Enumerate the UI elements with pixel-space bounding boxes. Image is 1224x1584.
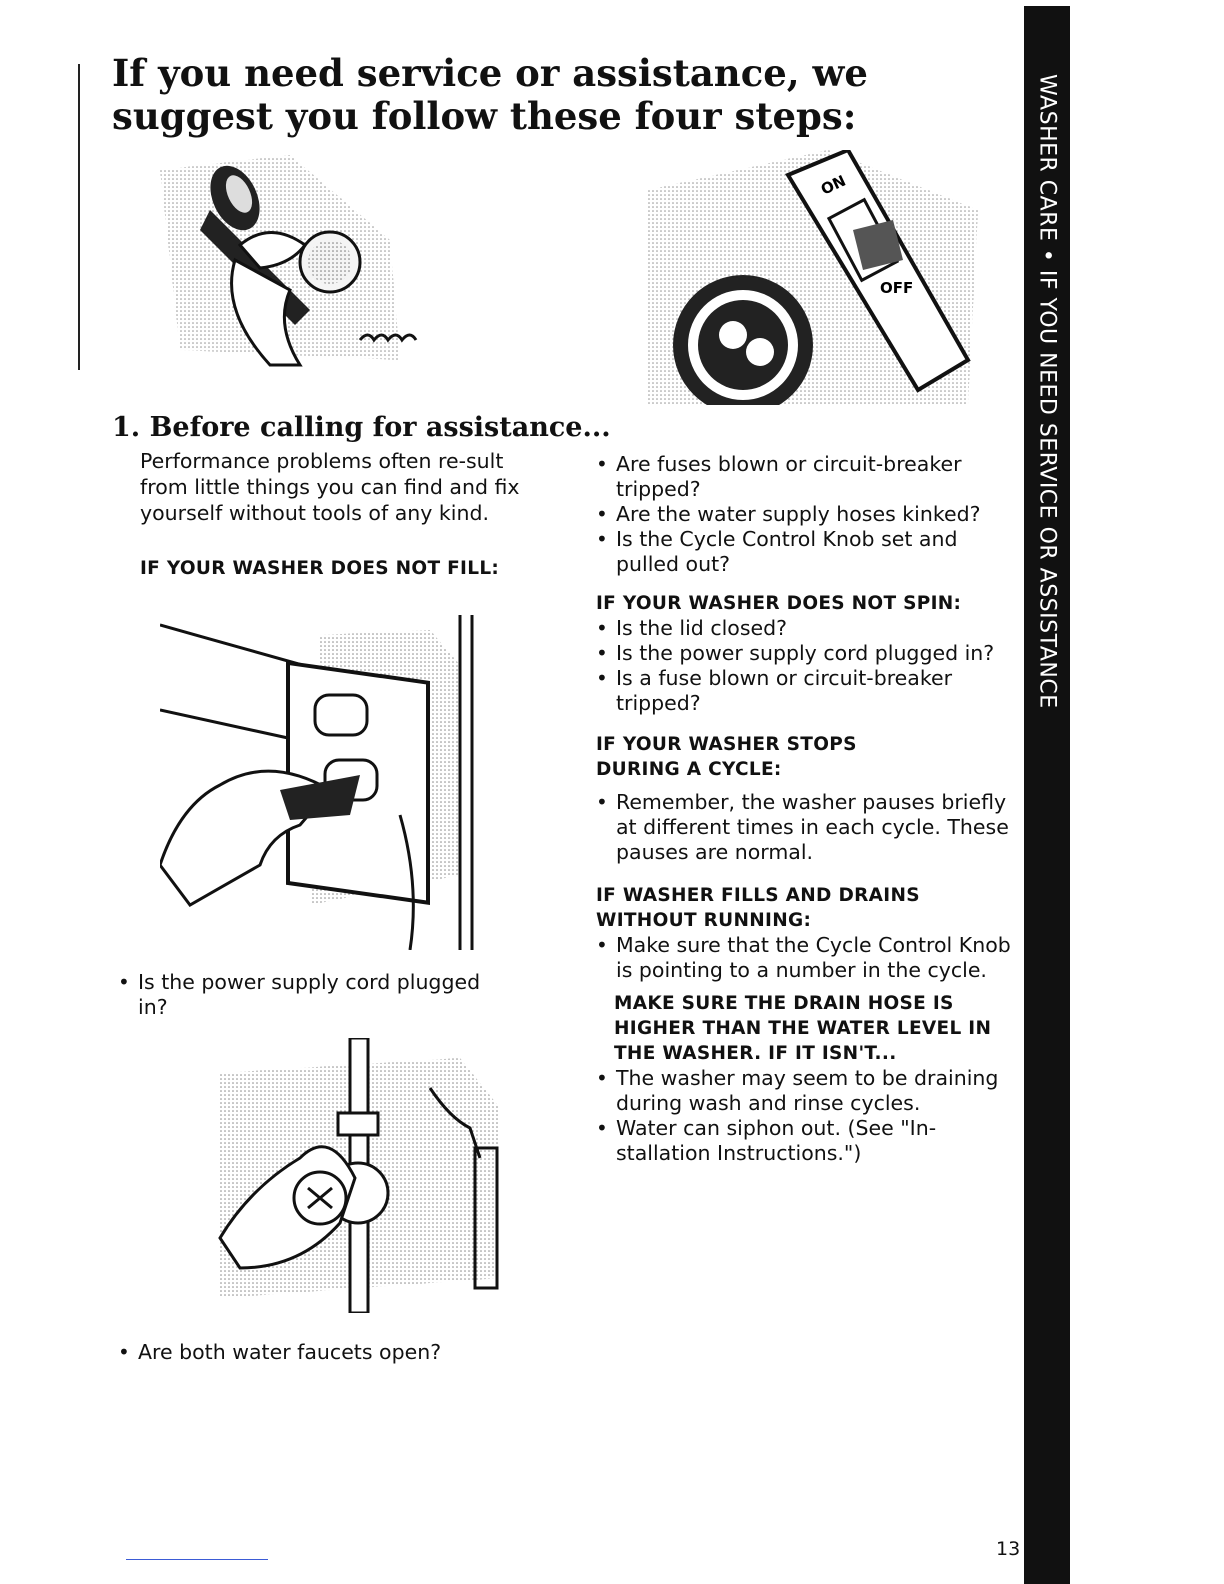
faucet-list [116, 1340, 536, 1365]
list-item-text: Is a fuse blown or circuit-breaker tripped? [616, 666, 953, 715]
bullet-dot: • [596, 502, 608, 526]
list-item-text: Make sure that the Cycle Control Knob is pointing to a number in the cycle. [616, 933, 1011, 982]
list-item [594, 527, 1024, 577]
breaker-off-label: OFF [880, 279, 914, 297]
list-item-text: Are fuses blown or circuit-breaker tripped? [616, 452, 962, 501]
bullet-dot: • [596, 666, 608, 690]
no-fill-list [594, 452, 1024, 577]
list-item [594, 790, 1024, 865]
bullet-dot: • [596, 1116, 608, 1140]
step-1-intro: Performance problems often re-sult from little things you can find and fix yourself without tools of any kind. [140, 449, 520, 525]
no-spin-heading: IF YOUR WASHER DOES NOT SPIN: [596, 593, 962, 614]
circuit-breaker-illustration [648, 150, 978, 405]
list-item-text: Remember, the washer pauses briefly at different times in each cycle. These pauses are normal. [616, 790, 1009, 864]
bullet-dot: • [596, 452, 608, 476]
bullet-dot: • [596, 1066, 608, 1090]
list-item [594, 1066, 1024, 1116]
list-item-text: Water can siphon out. (See "In-stallation Instructions.") [616, 1116, 937, 1165]
list-item-text: Is the Cycle Control Knob set and pulled out? [616, 527, 958, 576]
stops-list [594, 790, 1024, 865]
list-item [594, 502, 1024, 527]
list-item-text: Is the power supply cord plugged in? [138, 970, 481, 1019]
list-item [594, 452, 1024, 502]
list-item-text: Are both water faucets open? [138, 1340, 442, 1364]
bullet-dot: • [596, 933, 608, 957]
drain-hose-heading: MAKE SURE THE DRAIN HOSE IS HIGHER THAN THE WATER LEVEL IN THE WASHER. IF IT ISN'T... [614, 993, 992, 1064]
list-item [116, 970, 496, 1020]
stops-heading: IF YOUR WASHER STOPS DURING A CYCLE: [596, 734, 857, 780]
bullet-dot: • [118, 970, 130, 994]
breaker-on-label: ON [818, 171, 849, 199]
list-item [594, 641, 1024, 666]
page-heading: If you need service or assistance, we suggest you follow these four steps: [112, 51, 868, 138]
fills-drains-list [594, 933, 1024, 983]
list-item-text: Is the power supply cord plugged in? [616, 641, 995, 665]
list-item [594, 666, 1024, 716]
list-item [594, 933, 1024, 983]
faucet-illustration [180, 1038, 510, 1313]
list-item [594, 616, 1024, 641]
no-spin-list [594, 616, 1024, 716]
fills-drains-heading: IF WASHER FILLS AND DRAINS WITHOUT RUNNING: [596, 885, 920, 931]
list-item-text: Are the water supply hoses kinked? [616, 502, 981, 526]
bullet-dot: • [118, 1340, 130, 1364]
no-fill-heading: IF YOUR WASHER DOES NOT FILL: [140, 558, 500, 579]
margin-rule [78, 64, 80, 370]
side-tab [1024, 6, 1070, 1584]
page-number: 13 [996, 1538, 1021, 1560]
bullet-dot: • [596, 790, 608, 814]
right-column [594, 452, 1024, 1166]
outlet-plug-illustration [160, 605, 490, 950]
bottom-rule [126, 1559, 268, 1560]
bullet-dot: • [596, 641, 608, 665]
power-cord-list [116, 970, 496, 1020]
bullet-dot: • [596, 616, 608, 640]
list-item [116, 1340, 536, 1365]
list-item-text: The washer may seem to be draining during wash and rinse cycles. [616, 1066, 999, 1115]
telephone-illustration [140, 150, 430, 380]
drain-hose-list [594, 1066, 1024, 1166]
step-1-title: 1. Before calling for assistance... [112, 412, 611, 443]
list-item [594, 1116, 1024, 1166]
bullet-dot: • [596, 527, 608, 551]
side-tab-label: WASHER CARE • IF YOU NEED SERVICE OR ASSISTANCE [1034, 74, 1060, 709]
list-item-text: Is the lid closed? [616, 616, 788, 640]
